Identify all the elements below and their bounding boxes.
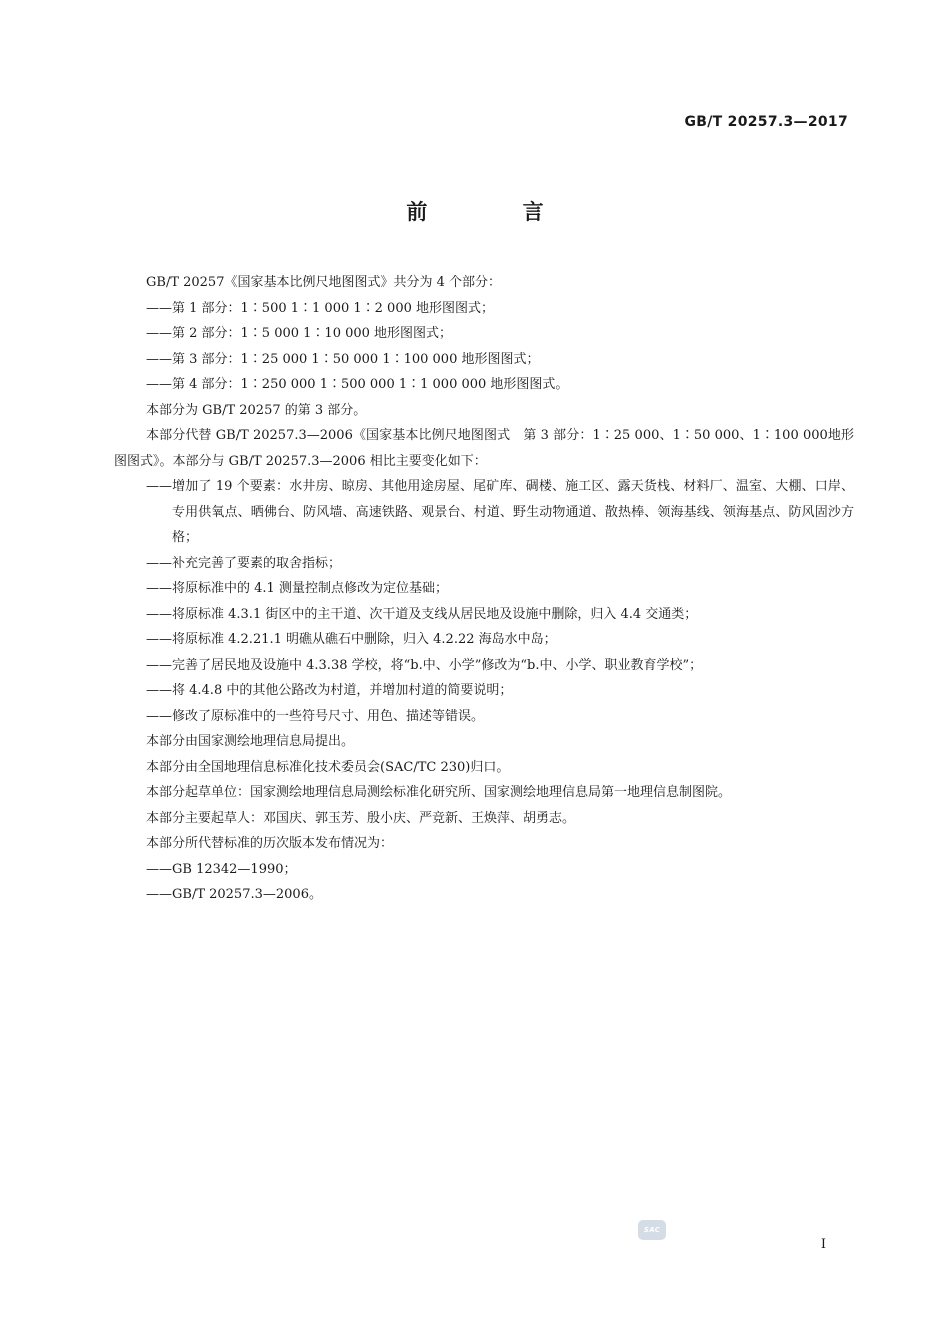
change-item: ——将原标准 4.3.1 街区中的主干道、次干道及支线从居民地及设施中删除，归入 4.4 交通类； bbox=[146, 606, 698, 622]
paragraph: 本部分主要起草人：邓国庆、郭玉芳、殷小庆、严竞新、王焕萍、胡勇志。 bbox=[146, 810, 576, 826]
foreword-body bbox=[114, 270, 854, 908]
change-item: ——将 4.4.8 中的其他公路改为村道，并增加村道的简要说明； bbox=[146, 683, 513, 698]
paragraph: 本部分所代替标准的历次版本发布情况为： bbox=[146, 836, 394, 851]
paragraph: 本部分为 GB/T 20257 的第 3 部分。 bbox=[146, 402, 367, 418]
paragraph: 本部分由全国地理信息标准化技术委员会(SAC/TC 230)归口。 bbox=[146, 759, 510, 775]
paragraph: 本部分代替 GB/T 20257.3—2006《国家基本比例尺地图图式 第 3 部分：1∶25 000、1∶50 000、1∶100 000地形图图式》。本部分与 GB/T 20257.3—2006 相比主要变化如下： bbox=[114, 428, 854, 469]
list-item: ——第 2 部分：1∶5 000 1∶10 000 地形图图式； bbox=[146, 326, 453, 341]
change-item: ——将原标准中的 4.1 测量控制点修改为定位基础； bbox=[146, 581, 448, 596]
list-item: ——GB/T 20257.3—2006。 bbox=[146, 887, 322, 902]
list-item: ——GB 12342—1990； bbox=[146, 861, 297, 877]
paragraph: GB/T 20257《国家基本比例尺地图图式》共分为 4 个部分： bbox=[146, 275, 502, 290]
page-title: 前 言 bbox=[406, 200, 588, 224]
sac-logo: SAC bbox=[638, 1220, 666, 1240]
change-item: ——完善了居民地及设施中 4.3.38 学校，将“b.中、小学”修改为“b.中、小学、职业教育学校”； bbox=[146, 657, 703, 673]
list-item: ——第 1 部分：1∶500 1∶1 000 1∶2 000 地形图图式； bbox=[146, 300, 494, 316]
change-item: ——修改了原标准中的一些符号尺寸、用色、描述等错误。 bbox=[146, 708, 485, 724]
change-item: ——补充完善了要素的取舍指标； bbox=[146, 555, 342, 571]
list-item: ——第 3 部分：1∶25 000 1∶50 000 1∶100 000 地形图图式； bbox=[146, 351, 540, 367]
list-item: ——第 4 部分：1∶250 000 1∶500 000 1∶1 000 000 地形图图式。 bbox=[146, 377, 569, 392]
paragraph: 本部分起草单位：国家测绘地理信息局测绘标准化研究所、国家测绘地理信息局第一地理信息制图院。 bbox=[146, 785, 732, 800]
standard-code: GB/T 20257.3—2017 bbox=[684, 114, 848, 130]
change-item: ——增加了 19 个要素：水井房、晾房、其他用途房屋、尾矿库、碉楼、施工区、露天货栈、材料厂、温室、大棚、口岸、专用供氧点、晒佛台、防风墙、高速铁路、观景台、村道、野生动物通道、散热棒、领海基线、领海基点、防风固沙方格； bbox=[146, 479, 854, 545]
page-number: I bbox=[820, 1237, 826, 1252]
paragraph: 本部分由国家测绘地理信息局提出。 bbox=[146, 734, 355, 749]
change-item: ——将原标准 4.2.21.1 明礁从礁石中删除，归入 4.2.22 海岛水中岛； bbox=[146, 632, 557, 647]
